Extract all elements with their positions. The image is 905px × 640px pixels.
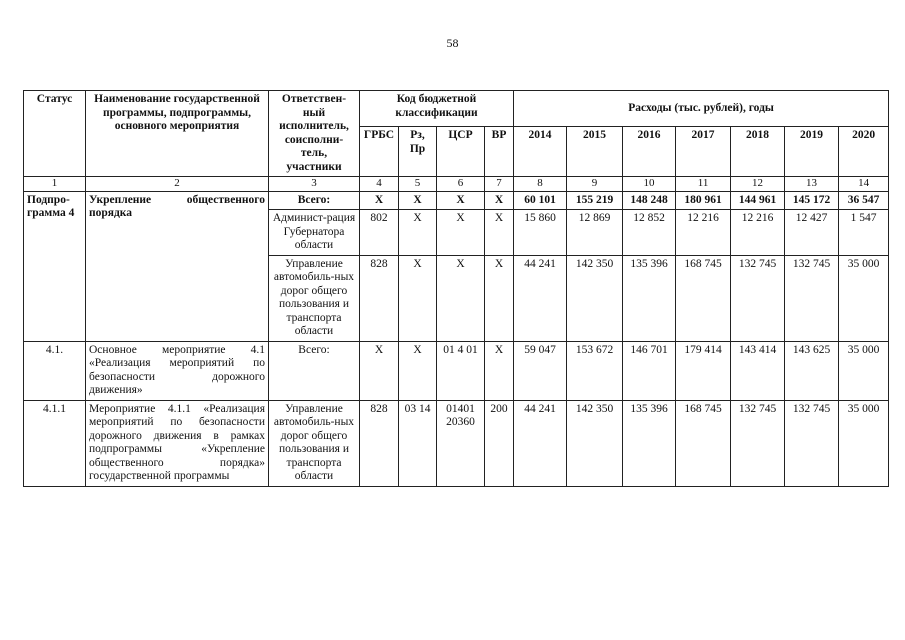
column-number: 2 xyxy=(86,177,269,192)
row-value: 44 241 xyxy=(514,400,567,486)
column-number: 4 xyxy=(360,177,399,192)
row-value: 1 547 xyxy=(839,210,889,256)
header-rzpr: Рз, Пр xyxy=(399,127,437,177)
row-vr: 200 xyxy=(485,400,514,486)
row-rzpr: Х xyxy=(399,341,437,400)
budget-table xyxy=(23,90,889,487)
row-value: 12 427 xyxy=(785,210,839,256)
row-value: 143 414 xyxy=(731,341,785,400)
row-value: 15 860 xyxy=(514,210,567,256)
row-value: 35 000 xyxy=(839,400,889,486)
row-grbs: 802 xyxy=(360,210,399,256)
row-value: 135 396 xyxy=(623,400,676,486)
row-value: 132 745 xyxy=(731,400,785,486)
row-value: 145 172 xyxy=(785,191,839,210)
column-number: 11 xyxy=(676,177,731,192)
row-rzpr: Х xyxy=(399,210,437,256)
row-rzpr: 03 14 xyxy=(399,400,437,486)
column-number: 6 xyxy=(437,177,485,192)
row-value: 135 396 xyxy=(623,255,676,341)
row-value: 143 625 xyxy=(785,341,839,400)
row-responsible: Админист-рация Губернатора области xyxy=(269,210,360,256)
row-value: 153 672 xyxy=(567,341,623,400)
column-number-row xyxy=(24,177,889,192)
row-value: 44 241 xyxy=(514,255,567,341)
header-year: 2019 xyxy=(785,127,839,177)
row-value: 142 350 xyxy=(567,255,623,341)
row-vr: Х xyxy=(485,210,514,256)
row-vr: Х xyxy=(485,341,514,400)
row-value: 12 869 xyxy=(567,210,623,256)
row-name: Основное мероприятие 4.1 «Реализация мероприятий по безопасности дорожного движения» xyxy=(86,341,269,400)
column-number: 10 xyxy=(623,177,676,192)
header-csr: ЦСР xyxy=(437,127,485,177)
column-number: 5 xyxy=(399,177,437,192)
row-value: 132 745 xyxy=(785,400,839,486)
row-value: 168 745 xyxy=(676,255,731,341)
column-number: 14 xyxy=(839,177,889,192)
column-number: 12 xyxy=(731,177,785,192)
row-value: 155 219 xyxy=(567,191,623,210)
row-csr: Х xyxy=(437,255,485,341)
row-grbs: Х xyxy=(360,191,399,210)
row-csr: Х xyxy=(437,191,485,210)
column-number: 8 xyxy=(514,177,567,192)
row-value: 142 350 xyxy=(567,400,623,486)
row-csr: 01 4 01 xyxy=(437,341,485,400)
header-status: Статус xyxy=(24,91,86,177)
row-responsible: Управление автомобиль-ных дорог общего пользования и транспорта области xyxy=(269,255,360,341)
column-number: 7 xyxy=(485,177,514,192)
header-grbs: ГРБС xyxy=(360,127,399,177)
row-value: 179 414 xyxy=(676,341,731,400)
row-value: 35 000 xyxy=(839,255,889,341)
row-value: 35 000 xyxy=(839,341,889,400)
row-value: 12 216 xyxy=(676,210,731,256)
row-value: 12 852 xyxy=(623,210,676,256)
header-year: 2015 xyxy=(567,127,623,177)
row-value: 60 101 xyxy=(514,191,567,210)
row-rzpr: Х xyxy=(399,255,437,341)
row-vr: Х xyxy=(485,191,514,210)
header-vr: ВР xyxy=(485,127,514,177)
row-grbs: 828 xyxy=(360,255,399,341)
row-name: Мероприятие 4.1.1 «Реализация мероприятий по безопасности дорожного движения в рамках подпрограммы «Укрепление общественного порядка» государственной программы xyxy=(86,400,269,486)
header-name: Наименование государственной программы, подпрограммы, основного мероприятия xyxy=(86,91,269,177)
row-responsible: Управление автомобиль-ных дорог общего пользования и транспорта области xyxy=(269,400,360,486)
row-rzpr: Х xyxy=(399,191,437,210)
row-status: 4.1.1 xyxy=(24,400,86,486)
row-status: Подпро-грамма 4 xyxy=(24,191,86,341)
header-year: 2020 xyxy=(839,127,889,177)
header-year: 2014 xyxy=(514,127,567,177)
header-budget-code: Код бюджетной классификации xyxy=(360,91,514,127)
row-csr: Х xyxy=(437,210,485,256)
row-responsible: Всего: xyxy=(269,191,360,210)
header-responsible: Ответствен-ный исполнитель, соисполни-тель, участники xyxy=(269,91,360,177)
header-year: 2018 xyxy=(731,127,785,177)
column-number: 1 xyxy=(24,177,86,192)
table-row xyxy=(24,400,889,486)
row-value: 144 961 xyxy=(731,191,785,210)
row-value: 132 745 xyxy=(731,255,785,341)
row-value: 180 961 xyxy=(676,191,731,210)
row-grbs: 828 xyxy=(360,400,399,486)
row-vr: Х xyxy=(485,255,514,341)
page-number: 58 xyxy=(446,36,459,50)
row-responsible: Всего: xyxy=(269,341,360,400)
row-value: 146 701 xyxy=(623,341,676,400)
column-number: 13 xyxy=(785,177,839,192)
table-row xyxy=(24,191,889,210)
header-expenses: Расходы (тыс. рублей), годы xyxy=(514,91,889,127)
column-number: 3 xyxy=(269,177,360,192)
header-year: 2016 xyxy=(623,127,676,177)
row-value: 132 745 xyxy=(785,255,839,341)
row-grbs: Х xyxy=(360,341,399,400)
row-value: 36 547 xyxy=(839,191,889,210)
column-number: 9 xyxy=(567,177,623,192)
header-year: 2017 xyxy=(676,127,731,177)
row-value: 148 248 xyxy=(623,191,676,210)
row-csr: 01401 20360 xyxy=(437,400,485,486)
row-value: 168 745 xyxy=(676,400,731,486)
row-value: 59 047 xyxy=(514,341,567,400)
header-row-1 xyxy=(24,91,889,127)
table-row xyxy=(24,341,889,400)
row-value: 12 216 xyxy=(731,210,785,256)
row-name: Укрепление общественного порядка xyxy=(86,191,269,341)
row-status: 4.1. xyxy=(24,341,86,400)
